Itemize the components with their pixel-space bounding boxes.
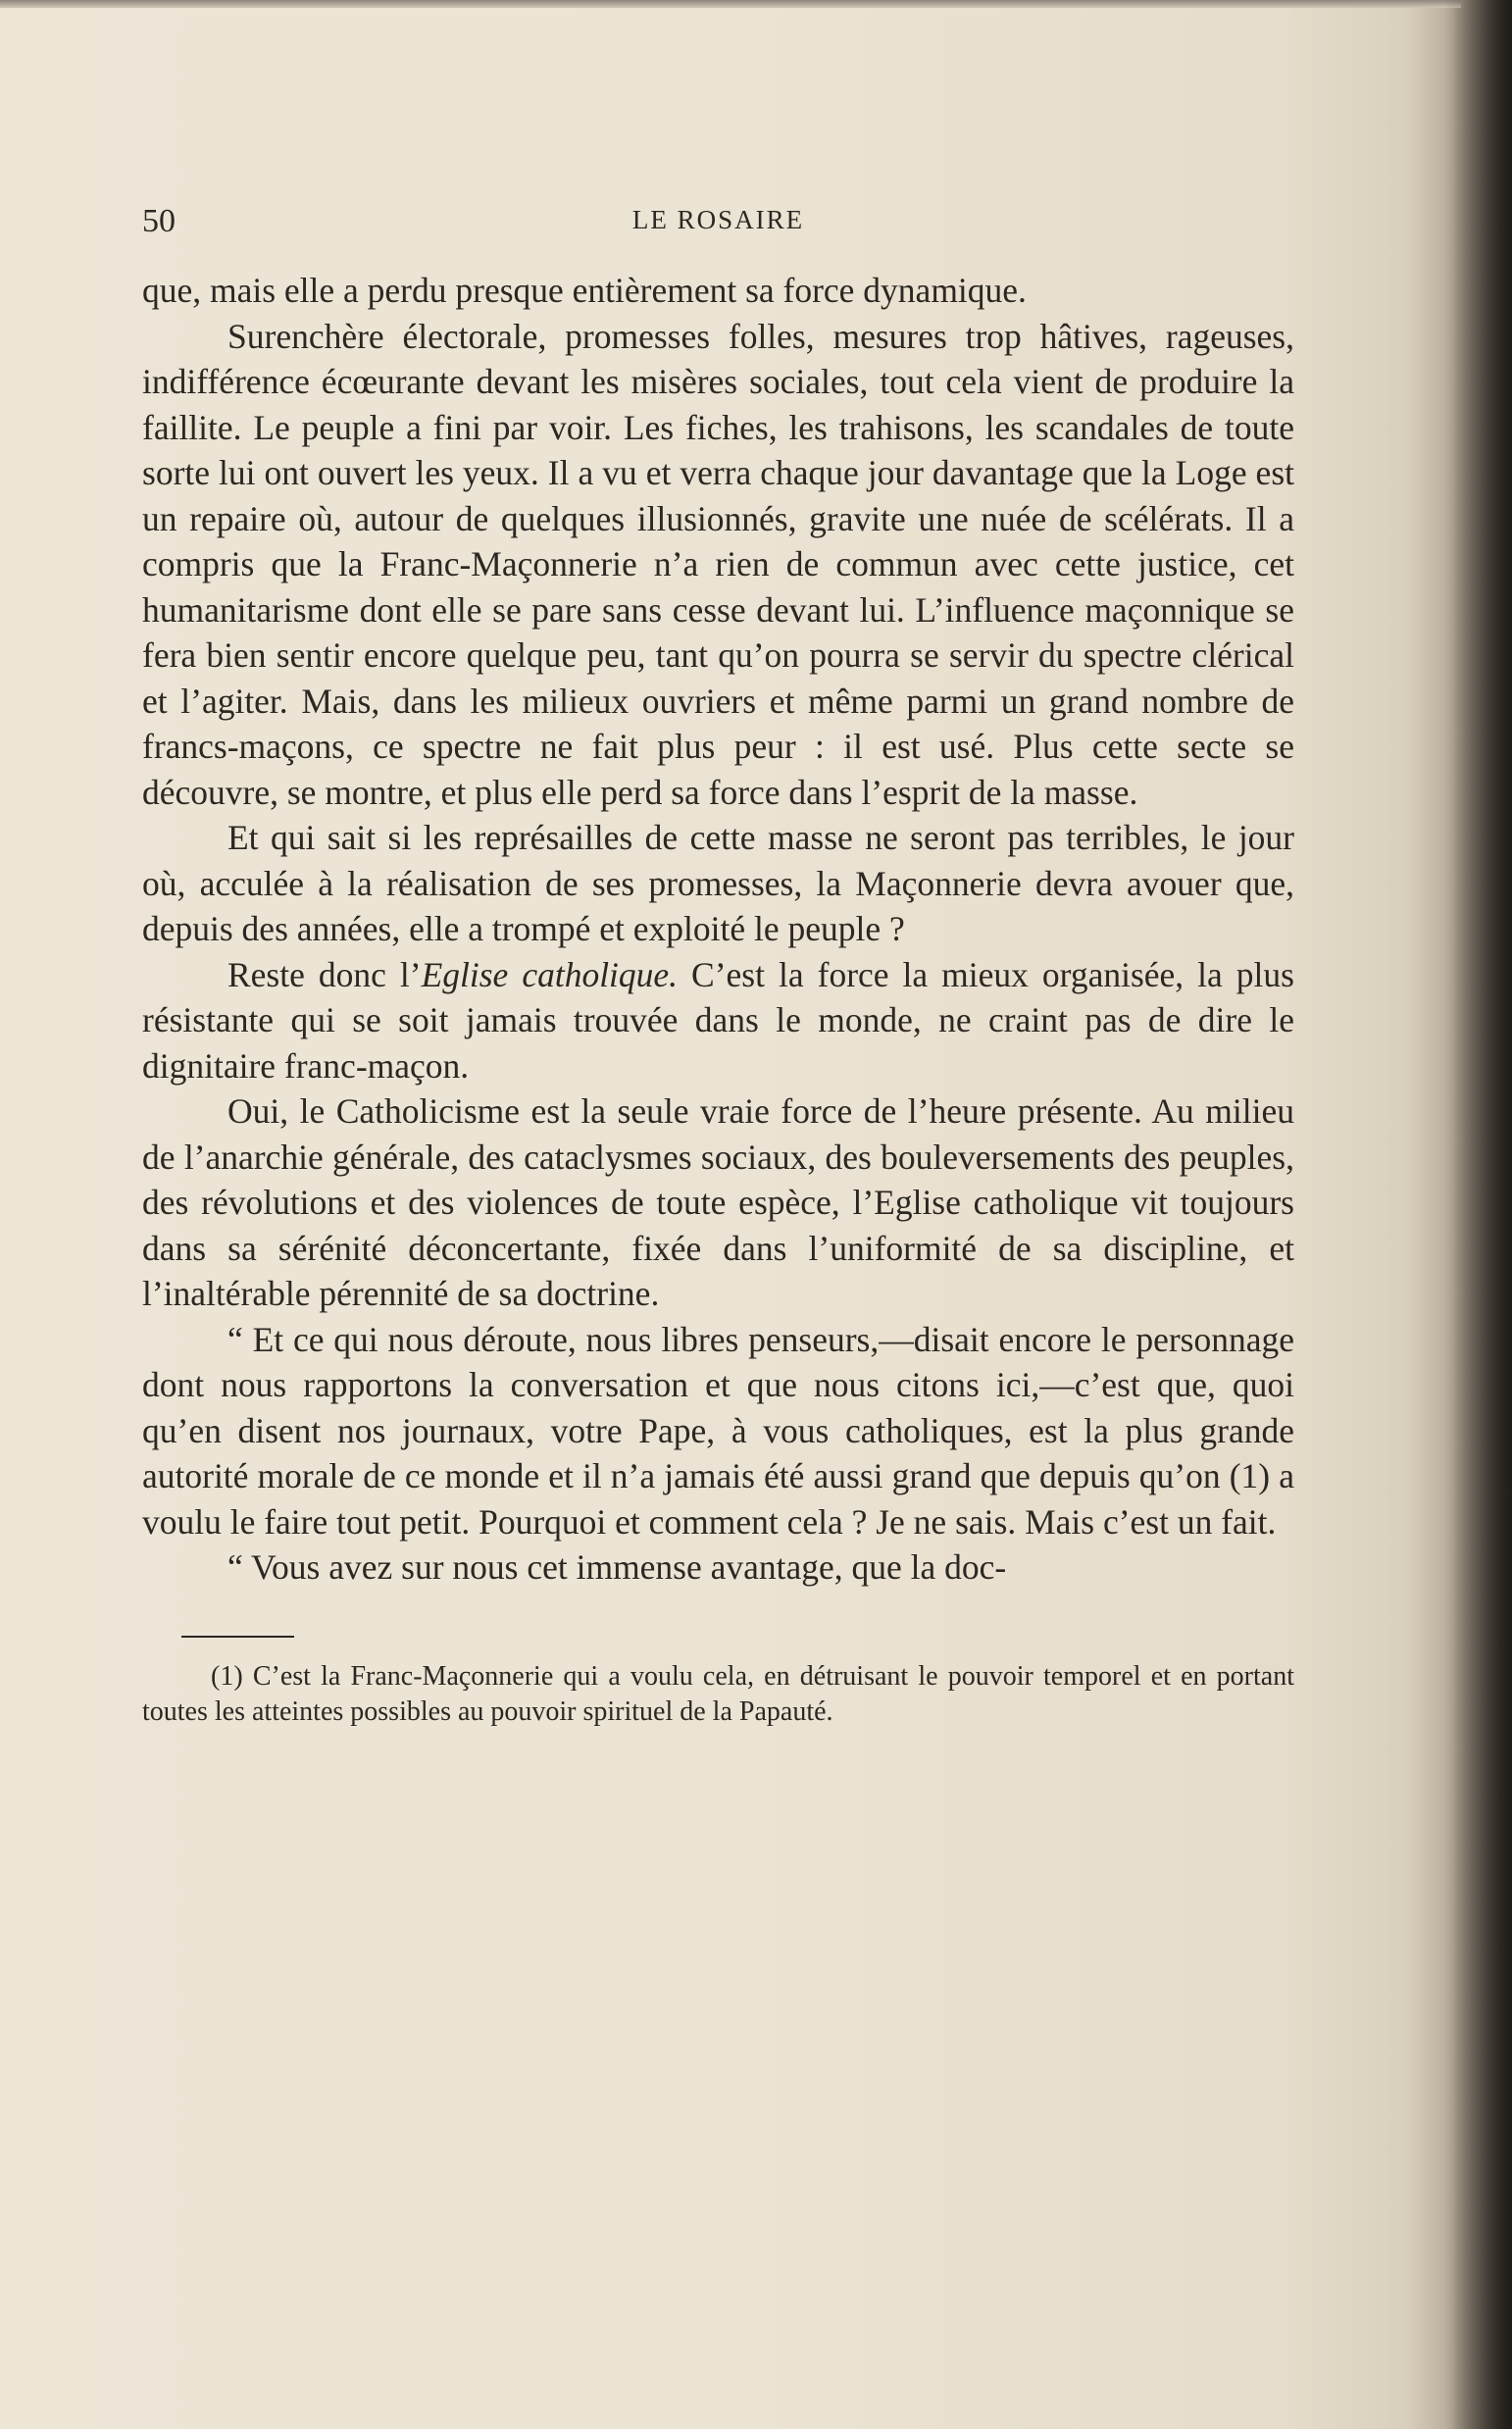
paragraph-represailles: Et qui sait si les représailles de cette masse ne seront pas terribles, le jour où, acculée à la réalisation de ses promesses, la Maçonnerie devra avouer que, depuis des années, elle a trompé et exploité le peuple ? (142, 818, 1294, 948)
page-number: 50 (142, 203, 176, 239)
footnote-divider (181, 1636, 294, 1638)
paragraph-surenchere: Surenchère électorale, promesses folles, mesures trop hâtives, rageuses, indifférence écœurante devant les misères sociales, tout cela vient de produire la faillite. Le peuple a fini par voir. Les fiches, les trahisons, les scandales de toute sorte lui ont ouvert les yeux. Il a vu et verra chaque jour davantage que la Loge est un repaire où, autour de quelques illusionnés, gravite une nuée de scélérats. Il a compris que la Franc-Maçonnerie n’a rien de commun avec cette justice, cet humanitarisme dont elle se pare sans cesse devant lui. L’influence maçonnique se fera bien sentir encore quelque peu, tant qu’on pourra se servir du spectre clérical et l’agiter. Mais, dans les milieux ouvriers et même parmi un grand nombre de francs-maçons, ce spectre ne fait plus peur : il est usé. Plus cette secte se découvre, se montre, et plus elle perd sa force dans l’esprit de la masse. (142, 316, 1294, 812)
body-text (142, 268, 1294, 1591)
paragraph-quote-libres-penseurs: “ Et ce qui nous déroute, nous libres penseurs,—disait encore le personnage dont nous rapportons la conversation et que nous citons ici,—c’est que, quoi qu’en disent nos journaux, votre Pape, à vous catholiques, est la plus grande autorité morale de ce monde et il n’a jamais été aussi grand que depuis qu’on (1) a voulu le faire tout petit. Pourquoi et comment cela ? Je ne sais. Mais c’est un fait. (142, 1319, 1294, 1542)
eglise-italic: Eglise catholique. (421, 954, 679, 994)
footnote: (1) C’est la Franc-Maçonnerie qui a voulu cela, en détruisant le pouvoir temporel et en portant toutes les atteintes possibles au pouvoir spirituel de la Papauté. (142, 1660, 1294, 1727)
running-head (142, 191, 1294, 260)
binding-shadow (1443, 0, 1512, 2429)
eglise-lead: Reste donc l’ (227, 954, 422, 994)
running-title: LE ROSAIRE (631, 205, 805, 234)
eglise-rest: C’est la force la mieux organisée, la plus résistante qui se soit jamais trouvée dans le monde, ne craint pas de dire le dignitaire franc-maçon. (142, 954, 1294, 1086)
paragraph-catholicisme: Oui, le Catholicisme est la seule vraie force de l’heure présente. Au milieu de l’anarchie générale, des cataclysmes sociaux, des bouleversements des peuples, des révolutions et des violences de toute espèce, l’Eglise catholique vit toujours dans sa sérénité déconcertante, fixée dans l’uniformité de sa discipline, et l’inaltérable pérennité de sa doctrine. (142, 1091, 1294, 1313)
paragraph-eglise (142, 952, 1294, 1089)
page-top-edge (0, 0, 1461, 8)
book-page (142, 191, 1294, 1730)
paragraph-quote-avantage: “ Vous avez sur nous cet immense avantage, que la doc- (227, 1547, 1007, 1587)
paragraph-continuation: que, mais elle a perdu presque entièrement sa force dynamique. (142, 271, 1027, 310)
